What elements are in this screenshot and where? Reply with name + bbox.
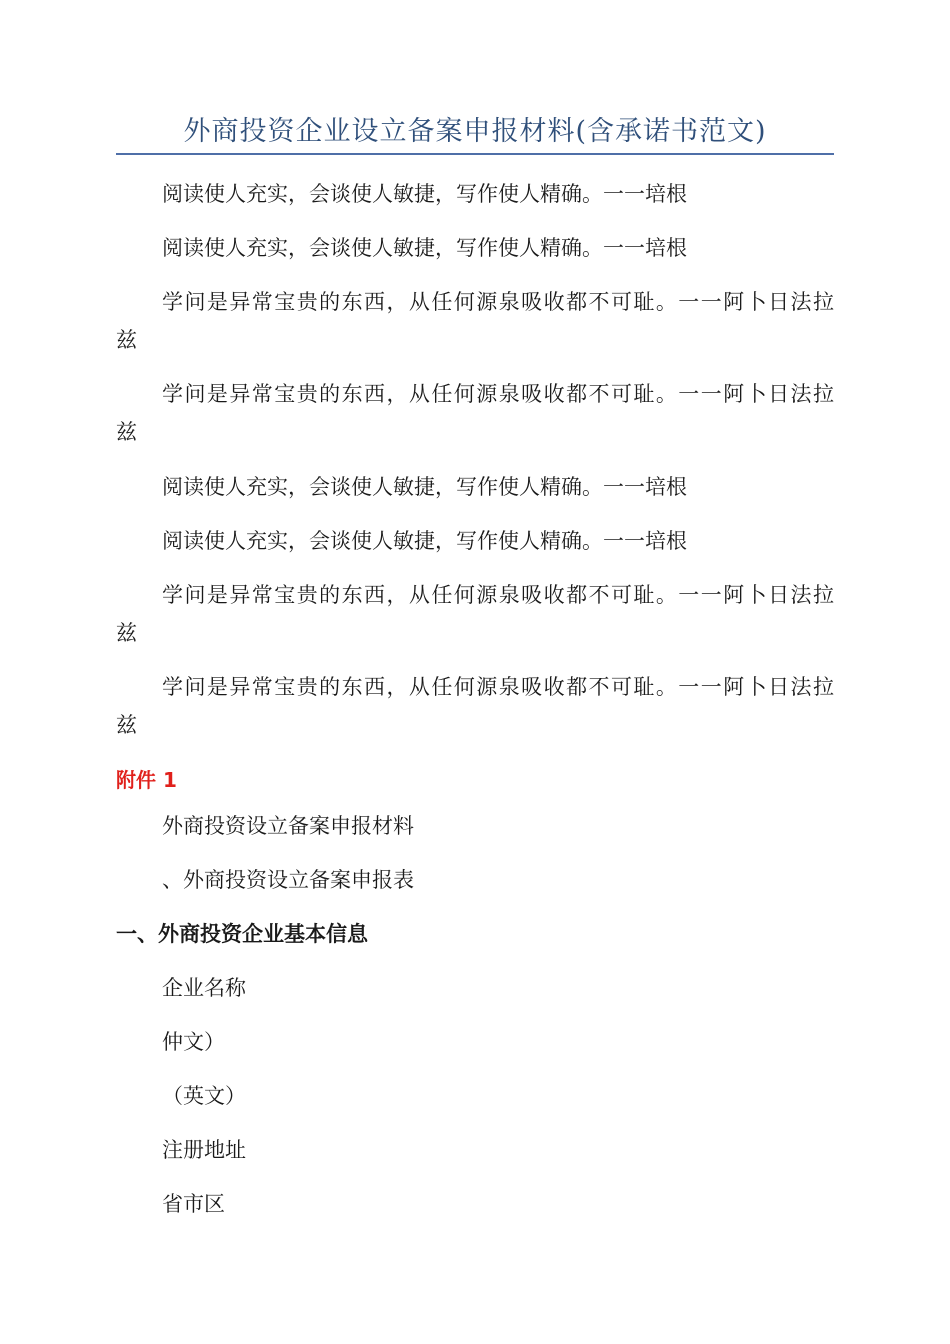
- company-name-label: 企业名称: [162, 976, 246, 1000]
- form-title: 、外商投资设立备案申报表: [162, 868, 414, 892]
- chinese-name-label: 仲文）: [162, 1030, 225, 1054]
- quote-paragraph: 阅读使人充实，会谈使人敏捷，写作使人精确。一一培根: [162, 236, 687, 260]
- quote-paragraph-line: 学问是异常宝贵的东西，从任何源泉吸收都不可耻。一一阿卜日法拉: [162, 382, 834, 406]
- quote-paragraph: 阅读使人充实，会谈使人敏捷，写作使人精确。一一培根: [162, 475, 687, 499]
- section-heading: 一、外商投资企业基本信息: [116, 922, 368, 946]
- province-city-district-label: 省市区: [162, 1192, 225, 1216]
- english-name-label: （英文）: [162, 1084, 246, 1108]
- quote-paragraph-continuation: 兹: [116, 420, 137, 444]
- attachment-label: 附件 1: [116, 768, 177, 792]
- quote-paragraph-line: 学问是异常宝贵的东西，从任何源泉吸收都不可耻。一一阿卜日法拉: [162, 290, 834, 314]
- title-underline: [116, 153, 834, 155]
- quote-paragraph-continuation: 兹: [116, 713, 137, 737]
- materials-title: 外商投资设立备案申报材料: [162, 814, 414, 838]
- registered-address-label: 注册地址: [162, 1138, 246, 1162]
- quote-paragraph-continuation: 兹: [116, 621, 137, 645]
- quote-paragraph-continuation: 兹: [116, 328, 137, 352]
- quote-paragraph-line: 学问是异常宝贵的东西，从任何源泉吸收都不可耻。一一阿卜日法拉: [162, 675, 834, 699]
- quote-paragraph: 阅读使人充实，会谈使人敏捷，写作使人精确。一一培根: [162, 529, 687, 553]
- document-title: 外商投资企业设立备案申报材料(含承诺书范文): [183, 116, 767, 147]
- quote-paragraph: 阅读使人充实，会谈使人敏捷，写作使人精确。一一培根: [162, 182, 687, 206]
- quote-paragraph-line: 学问是异常宝贵的东西，从任何源泉吸收都不可耻。一一阿卜日法拉: [162, 583, 834, 607]
